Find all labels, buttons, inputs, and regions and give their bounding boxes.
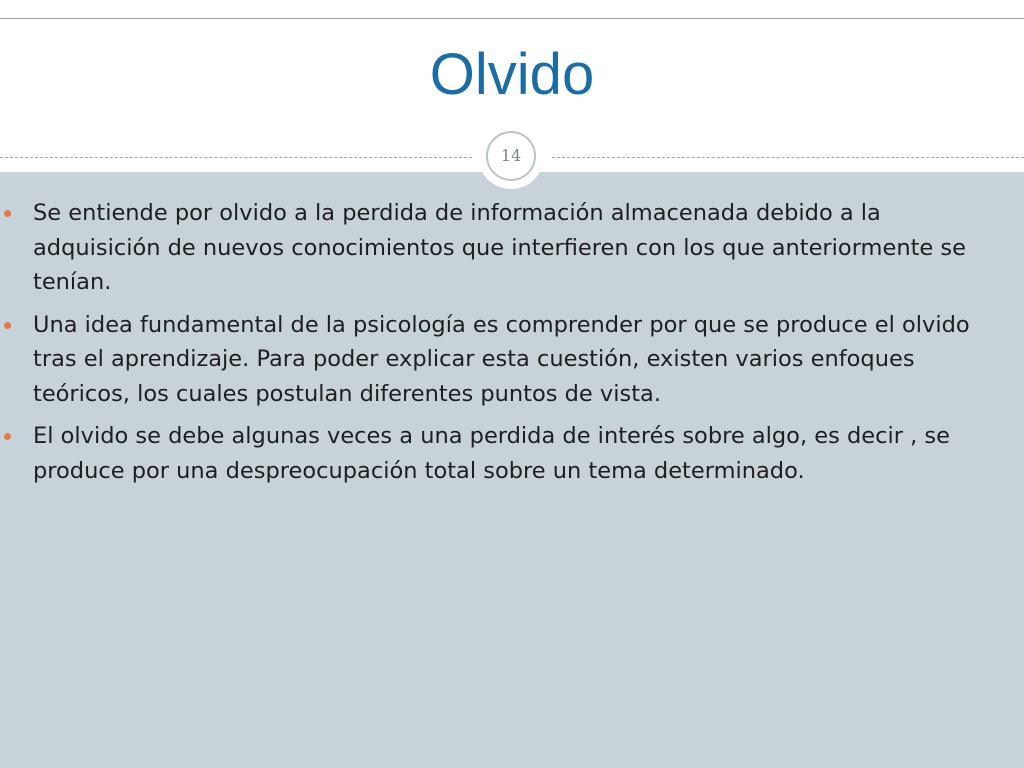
bullet-dot-icon <box>4 210 11 217</box>
bullet-text: Una idea fundamental de la psicología es comprender por que se produce el olvido tras el aprendizaje. Para poder explicar esta cuestión, existen varios enfoques teóricos, los cuales postulan diferentes puntos de vista. <box>33 311 970 407</box>
bullet-text: Se entiende por olvido a la perdida de información almacenada debido a la adquisición de nuevos conocimientos que interfieren con los que anteriormente se tenían. <box>33 200 966 295</box>
page-number: 14 <box>486 131 536 181</box>
bullet-text: El olvido se debe algunas veces a una perdida de interés sobre algo, es decir , se produce por una despreocupación total sobre un tema determinado. <box>33 423 950 484</box>
bullet-item <box>0 419 1024 488</box>
top-divider <box>0 18 1024 19</box>
dashed-divider-right <box>552 157 1024 158</box>
bullet-dot-icon <box>4 433 11 440</box>
dashed-divider-left <box>0 157 472 158</box>
bullet-dot-icon <box>4 322 11 329</box>
bullet-list <box>0 196 1024 496</box>
bullet-item <box>0 196 1024 300</box>
slide-title: Olvido <box>429 42 595 107</box>
page-number-badge <box>478 123 544 189</box>
bullet-item <box>0 308 1024 412</box>
